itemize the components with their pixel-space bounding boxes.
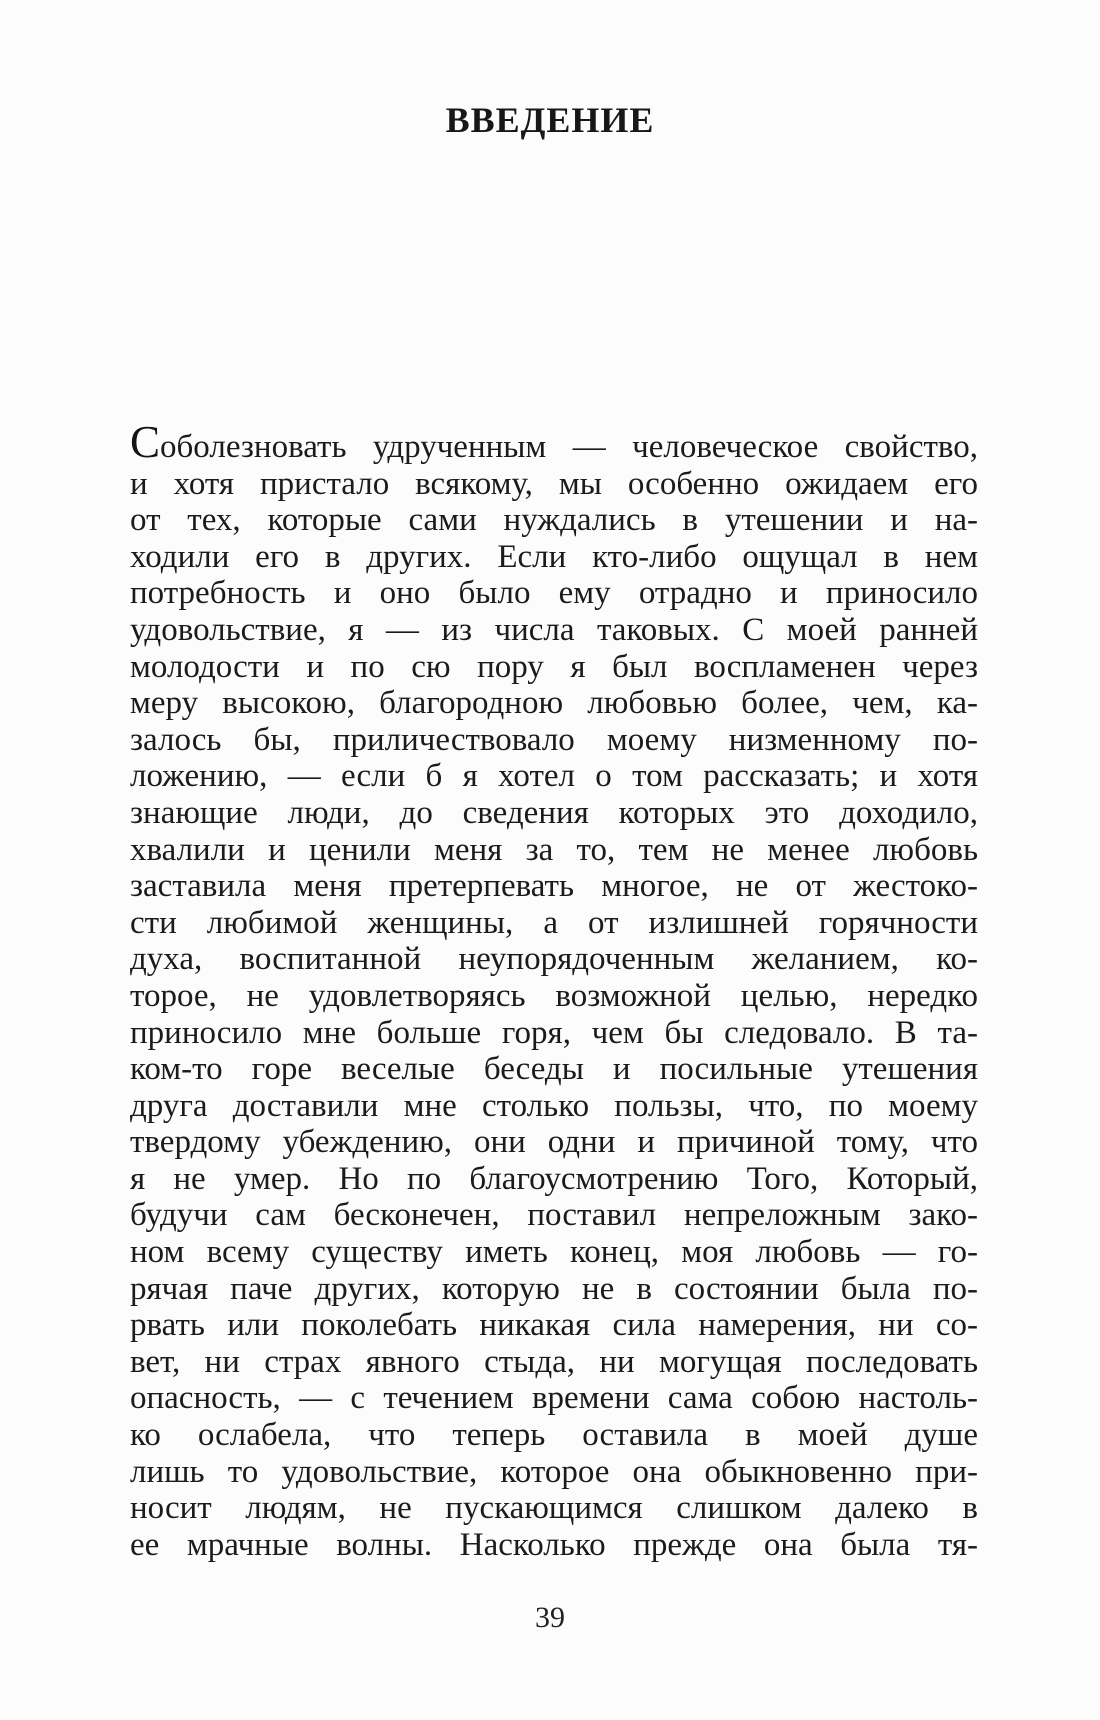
page-number: 39 (535, 1601, 565, 1634)
text-line: заставила меня претерпевать многое, не от жестоко- (130, 868, 978, 905)
text-line: рвать или поколебать никакая сила намерения, ни со- (130, 1307, 978, 1344)
text-line: залось бы, приличествовало моему низменному по- (130, 721, 978, 758)
text-line: меру высокою, благородною любовью более, чем, ка- (130, 685, 978, 722)
text-line: знающие люди, до сведения которых это доходило, (130, 794, 978, 831)
text-line: потребность и оно было ему отрадно и приносило (130, 575, 978, 612)
text-line: опасность, — с течением времени сама собою настоль- (130, 1380, 978, 1417)
lead-initial: С (130, 417, 161, 467)
text-line: носит людям, не пускающимся слишком далеко в (130, 1490, 978, 1527)
text-line: я не умер. Но по благоусмотрению Того, Который, (130, 1160, 978, 1197)
text-line: и хотя пристало всякому, мы особенно ожидаем его (130, 465, 978, 502)
text-line: хвалили и ценили меня за то, тем не менее любовь (130, 831, 978, 868)
text-line-first (130, 417, 978, 467)
text-line: торое, не удовлетворяясь возможной целью, нередко (130, 977, 978, 1014)
text-line: твердому убеждению, они одни и причиной тому, что (130, 1124, 978, 1161)
text-line: от тех, которые сами нуждались в утешении и на- (130, 502, 978, 539)
text-line: ком-то горе веселые беседы и посильные утешения (130, 1051, 978, 1088)
text-line: друга доставили мне столько пользы, что, по моему (130, 1087, 978, 1124)
text-line: удовольствие, я — из числа таковых. С моей ранней (130, 611, 978, 648)
text-line: лишь то удовольствие, которое она обыкновенно при- (130, 1453, 978, 1490)
text-line: сти любимой женщины, а от излишней горячности (130, 904, 978, 941)
text-line: рячая паче других, которую не в состоянии была по- (130, 1270, 978, 1307)
chapter-title: ВВЕДЕНИЕ (445, 100, 655, 140)
body-text (130, 417, 978, 1563)
text-line: ном всему существу иметь конец, моя любовь — го- (130, 1234, 978, 1271)
first-line-text: оболезновать удрученным — человеческое свойство, (160, 429, 978, 465)
text-line: приносило мне больше горя, чем бы следовало. В та- (130, 1014, 978, 1051)
text-line: ходили его в других. Если кто-либо ощущал в нем (130, 538, 978, 575)
text-line: ко ослабела, что теперь оставила в моей душе (130, 1417, 978, 1454)
text-lines (130, 466, 978, 1564)
text-line: вет, ни страх явного стыда, ни могущая последовать (130, 1343, 978, 1380)
text-line: будучи сам бесконечен, поставил непреложным зако- (130, 1197, 978, 1234)
text-line: духа, воспитанной неупорядоченным желанием, ко- (130, 941, 978, 978)
text-line: ее мрачные волны. Насколько прежде она была тя- (130, 1526, 978, 1563)
text-line: ложению, — если б я хотел о том рассказать; и хотя (130, 758, 978, 795)
text-line: молодости и по сю пору я был воспламенен через (130, 648, 978, 685)
